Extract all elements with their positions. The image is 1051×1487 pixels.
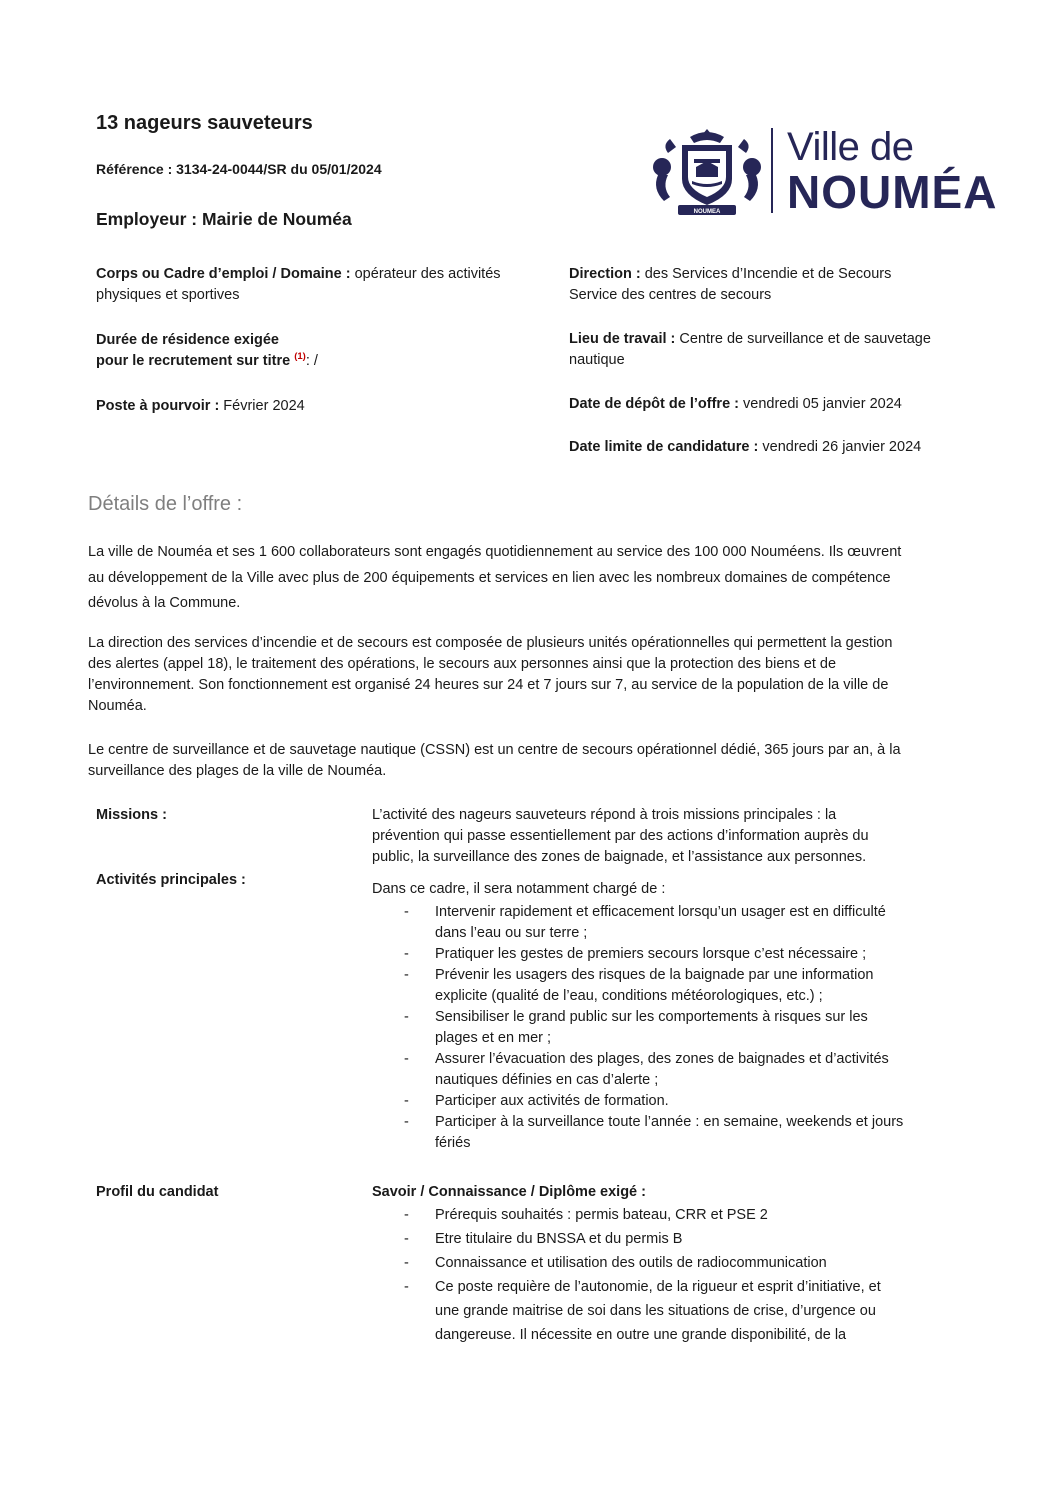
- logo-divider: [771, 128, 773, 213]
- limite-value: vendredi 26 janvier 2024: [758, 439, 922, 455]
- limite-field: [569, 437, 989, 458]
- logo-line2: NOUMÉA: [787, 166, 998, 218]
- logo-line1: Ville de: [787, 125, 914, 169]
- activites-label: Activités principales :: [96, 872, 246, 888]
- missions-line: L’activité des nageurs sauveteurs répond à trois missions principales : la: [372, 807, 837, 823]
- list-item: - Pratiquer les gestes de premiers secours lorsque c’est nécessaire ;: [372, 944, 972, 965]
- list-item: - Prévenir les usagers des risques de la baignade par une information explicite (qualité de l’eau, conditions météorologiques, etc.) ;: [372, 965, 972, 1007]
- seal-label: NOUMEA: [693, 209, 721, 215]
- paragraph-line: l’environnement. Son fonctionnement est organisé 24 heures sur 24 et 7 jours sur 7, au service de la population de la ville de: [88, 677, 889, 693]
- list-item: - Connaissance et utilisation des outils de radiocommunication: [372, 1251, 972, 1275]
- employer: Employeur : Mairie de Nouméa: [96, 209, 352, 229]
- direction-label: Direction :: [569, 266, 641, 282]
- depot-label: Date de dépôt de l’offre :: [569, 396, 739, 412]
- depot-value: vendredi 05 janvier 2024: [739, 396, 902, 412]
- seal-icon: [650, 125, 765, 217]
- missions-line: prévention qui passe essentiellement par des actions d’information auprès du: [372, 828, 869, 844]
- direction-field: [569, 264, 989, 306]
- lieu-value-line2: nautique: [569, 352, 625, 368]
- page-title: 13 nageurs sauveteurs: [96, 112, 313, 134]
- list-item: - Participer à la surveillance toute l’année : en semaine, weekends et jours fériés: [372, 1112, 972, 1154]
- footnote-marker: (1): [294, 351, 306, 363]
- activites-list: [372, 902, 972, 1154]
- list-item: - Etre titulaire du BNSSA et du permis B: [372, 1227, 972, 1251]
- lieu-field: [569, 329, 989, 371]
- duree-label-line2: pour le recrutement sur titre: [96, 353, 295, 369]
- poste-label: Poste à pourvoir :: [96, 398, 220, 414]
- duree-field: [96, 330, 546, 372]
- paragraph-1: [88, 540, 993, 617]
- paragraph-line: Le centre de surveillance et de sauvetage nautique (CSSN) est un centre de secours opérationnel dédié, 365 jours par an, à la: [88, 742, 901, 758]
- corps-label: Corps ou Cadre d’emploi / Domaine :: [96, 266, 351, 282]
- lieu-label: Lieu de travail :: [569, 331, 676, 347]
- paragraph-line: dévolus à la Commune.: [88, 595, 241, 611]
- duree-value: : /: [305, 353, 318, 369]
- list-item: - Intervenir rapidement et efficacement lorsqu’un usager est en difficulté dans l’eau ou sur terre ;: [372, 902, 972, 944]
- lieu-value: Centre de surveillance et de sauvetage: [675, 331, 931, 347]
- paragraph-3: [88, 740, 993, 782]
- limite-label: Date limite de candidature :: [569, 439, 759, 455]
- missions-text: [372, 805, 972, 868]
- list-item: - Ce poste requière de l’autonomie, de la rigueur et esprit d’initiative, et une grande maitrise de soi dans les situations de crise, d’urgence ou dangereuse. Il nécessite en outre une grande disponibilité, de la: [372, 1275, 972, 1347]
- missions-line: public, la surveillance des zones de baignade, et l’assistance aux personnes.: [372, 849, 867, 865]
- paragraph-line: Nouméa.: [88, 698, 147, 714]
- logo: [650, 125, 998, 218]
- profil-heading: Savoir / Connaissance / Diplôme exigé :: [372, 1184, 646, 1200]
- reference: Référence : 3134-24-0044/SR du 05/01/2024: [96, 161, 382, 177]
- activites-intro: Dans ce cadre, il sera notamment chargé de :: [372, 881, 666, 897]
- paragraph-line: au développement de la Ville avec plus de 200 équipements et services en lien avec les nombreux domaines de compétence: [88, 569, 891, 586]
- poste-value: Février 2024: [219, 398, 305, 414]
- details-heading: Détails de l’offre :: [88, 493, 243, 515]
- direction-value-line2: Service des centres de secours: [569, 287, 772, 303]
- duree-label-line1: Durée de résidence exigée: [96, 332, 279, 348]
- paragraph-line: des alertes (appel 18), le traitement des opérations, le secours aux personnes ainsi que la protection des biens et de: [88, 656, 837, 672]
- paragraph-line: La ville de Nouméa et ses 1 600 collaborateurs sont engagés quotidiennement au service des 100 000 Nouméens. Ils œuvrent: [88, 544, 902, 560]
- list-item: - Sensibiliser le grand public sur les comportements à risques sur les plages et en mer ;: [372, 1007, 972, 1049]
- list-item: - Participer aux activités de formation.: [372, 1091, 972, 1112]
- corps-value: opérateur des activités: [350, 266, 501, 282]
- missions-label: Missions :: [96, 807, 167, 823]
- paragraph-line: La direction des services d’incendie et de secours est composée de plusieurs unités opérationnelles qui permettent la gestion: [88, 635, 893, 651]
- profil-list: [372, 1203, 972, 1347]
- list-item: - Assurer l’évacuation des plages, des zones de baignades et d’activités nautiques définies en cas d’alerte ;: [372, 1049, 972, 1091]
- paragraph-line: surveillance des plages de la ville de Nouméa.: [88, 763, 387, 779]
- depot-field: [569, 394, 989, 415]
- paragraph-2: [88, 633, 993, 717]
- direction-value: des Services d’Incendie et de Secours: [640, 266, 892, 282]
- profil-label: Profil du candidat: [96, 1184, 219, 1200]
- corps-value-line2: physiques et sportives: [96, 287, 240, 303]
- poste-field: [96, 396, 546, 417]
- list-item: - Prérequis souhaités : permis bateau, CRR et PSE 2: [372, 1203, 972, 1227]
- corps-field: [96, 264, 546, 306]
